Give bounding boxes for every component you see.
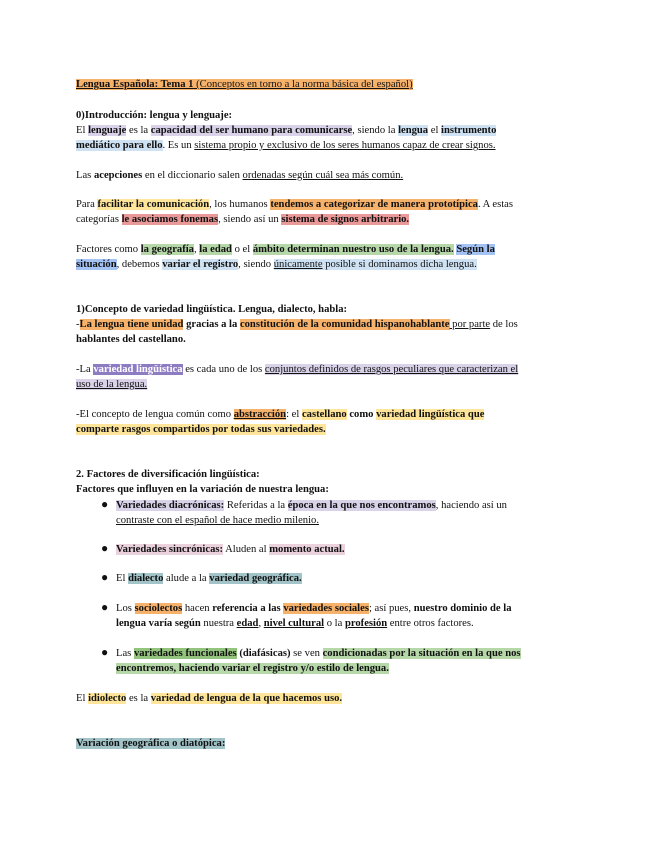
- text-run: situación: [76, 259, 117, 270]
- text-run: ; así pues,: [368, 603, 414, 614]
- text-run: uso de la lengua.: [76, 379, 148, 390]
- bullet-icon: ●: [101, 600, 109, 614]
- list-item: [116, 543, 345, 556]
- paragraph-line: [76, 169, 403, 182]
- list-item-continuation: [116, 662, 389, 675]
- paragraph-line: [76, 124, 496, 137]
- text-run: posible si dominamos dicha lengua.: [322, 259, 477, 270]
- text-run: , los humanos: [209, 199, 271, 210]
- text-run: , debemos: [116, 259, 163, 270]
- text-run: ,: [193, 244, 200, 255]
- text-run: contraste con el español de hace medio milenio.: [116, 515, 319, 526]
- title-bold: Lengua Española: Tema 1: [76, 79, 194, 90]
- text-run: variedades sociales: [283, 603, 369, 614]
- text-run: . Es un: [162, 140, 195, 151]
- text-run: Factores como: [76, 244, 141, 255]
- text-run: abstracción: [233, 409, 287, 420]
- text-run: sociolectos: [134, 603, 183, 614]
- text-run: alude a la: [163, 573, 210, 584]
- text-run: comparte rasgos compartidos por todas sus variedades.: [76, 424, 326, 435]
- text-run: gracias a la: [183, 319, 240, 330]
- text-run: -La: [76, 364, 94, 375]
- list-item: [116, 647, 521, 660]
- text-run: , siendo: [238, 259, 274, 270]
- text-run: época en la que nos encontramos: [287, 500, 436, 511]
- text-run: la edad: [199, 244, 232, 255]
- text-run: variedad geográfica.: [209, 573, 302, 584]
- text-run: Las: [76, 170, 94, 181]
- text-run: variedades funcionales: [133, 648, 237, 659]
- text-run: nivel cultural: [263, 618, 325, 629]
- text-run: Variación geográfica o diatópica:: [76, 738, 226, 749]
- paragraph-line: [76, 258, 477, 271]
- text-run: (diafásicas): [236, 648, 291, 659]
- text-run: castellano: [301, 409, 347, 420]
- text-run: El: [116, 573, 129, 584]
- text-run: es cada uno de los: [182, 364, 265, 375]
- text-run: -El concepto de lengua común como: [76, 409, 234, 420]
- text-run: El: [76, 125, 89, 136]
- paragraph-line: [76, 139, 496, 152]
- text-run: idiolecto: [88, 693, 127, 704]
- text-run: El: [76, 693, 89, 704]
- section-2-heading: 2. Factores de diversificación lingüística:: [76, 469, 260, 480]
- paragraph-line: [76, 378, 147, 391]
- text-run: en el diccionario salen: [142, 170, 243, 181]
- text-run: o el: [231, 244, 253, 255]
- text-run: , siendo así un: [218, 214, 282, 225]
- text-run: capacidad del ser humano para comunicarse: [150, 125, 353, 136]
- list-item: [116, 602, 512, 615]
- text-run: , haciendo así un: [435, 500, 507, 511]
- text-run: variedad de lengua de la que hacemos uso.: [150, 693, 343, 704]
- text-run: , siendo la: [352, 125, 399, 136]
- paragraph-line: [76, 243, 495, 256]
- text-run: sistema de signos arbitrario.: [281, 214, 410, 225]
- text-run: mediático para ello: [76, 140, 163, 151]
- text-run: momento actual.: [269, 544, 345, 555]
- text-run: referencia a las: [212, 603, 284, 614]
- text-run: sistema propio y exclusivo de los seres humanos capaz de crear signos.: [194, 140, 496, 151]
- text-run: Variedades sincrónicas:: [116, 544, 224, 555]
- list-item: [116, 499, 507, 512]
- text-run: por parte: [449, 319, 491, 330]
- text-run: es la: [126, 693, 151, 704]
- text-run: de los: [490, 319, 518, 330]
- bullet-icon: ●: [101, 645, 109, 659]
- text-run: Referidas a la: [224, 500, 288, 511]
- text-run: como: [346, 409, 377, 420]
- paragraph-line: [76, 423, 326, 436]
- bullet-icon: ●: [101, 570, 109, 584]
- section-0-heading: 0)Introducción: lengua y lenguaje:: [76, 110, 233, 121]
- text-run: el: [428, 125, 442, 136]
- paragraph-line: [76, 198, 513, 211]
- paragraph-line: [76, 692, 342, 705]
- text-run: lenguaje: [88, 125, 127, 136]
- text-run: hacen: [182, 603, 213, 614]
- title-rest: (Conceptos en torno a la norma básica del español): [193, 79, 413, 90]
- text-run: entre otros factores.: [387, 618, 474, 629]
- paragraph-line: [76, 408, 484, 421]
- text-run: condicionadas por la situación en la que nos: [322, 648, 521, 659]
- text-run: encontremos, haciendo variar el registro y/o estilo de lengua.: [116, 663, 389, 674]
- text-run: se ven: [290, 648, 323, 659]
- text-run: instrumento: [441, 125, 497, 136]
- text-run: -: [76, 319, 80, 330]
- text-run: únicamente: [273, 259, 323, 270]
- text-run: variar el registro: [162, 259, 239, 270]
- text-run: variedad lingüística: [93, 364, 183, 375]
- list-item: [116, 572, 302, 585]
- text-run: lengua varía según: [116, 618, 201, 629]
- text-run: Aluden al: [223, 544, 270, 555]
- text-run: Los: [116, 603, 135, 614]
- paragraph-line: [76, 318, 518, 331]
- text-run: Variedades diacrónicas:: [116, 500, 225, 511]
- text-run: ,: [258, 618, 264, 629]
- text-run: nuestro uso de la lengua.: [342, 244, 454, 255]
- section-1-heading: 1)Concepto de variedad lingüística. Lengua, dialecto, habla:: [76, 304, 348, 315]
- text-run: nuestro dominio de la: [413, 603, 512, 614]
- text-run: : el: [286, 409, 302, 420]
- text-run: . A estas: [477, 199, 513, 210]
- text-run: constitución de la comunidad hispanohablante: [239, 319, 450, 330]
- text-run: le asociamos fonemas: [121, 214, 219, 225]
- bullet-icon: ●: [101, 497, 109, 511]
- document-title: [76, 78, 413, 91]
- paragraph-line: [76, 363, 518, 376]
- text-run: lengua: [398, 125, 429, 136]
- text-run: determinan: [284, 244, 343, 255]
- paragraph-line: [76, 213, 409, 226]
- text-run: Para: [76, 199, 98, 210]
- section-2-subheading: Factores que influyen en la variación de nuestra lengua:: [76, 484, 329, 495]
- bullet-icon: ●: [101, 541, 109, 555]
- paragraph-line: hablantes del castellano.: [76, 334, 186, 345]
- text-run: es la: [126, 125, 151, 136]
- text-run: edad: [236, 618, 259, 629]
- text-run: Según la: [456, 244, 495, 255]
- text-run: variedad lingüística que: [376, 409, 485, 420]
- list-item-continuation: [116, 617, 474, 630]
- text-run: profesión: [344, 618, 388, 629]
- text-run: ordenadas según cuál sea más común.: [242, 170, 404, 181]
- text-run: dialecto: [128, 573, 164, 584]
- text-run: La lengua tiene unidad: [79, 319, 184, 330]
- text-run: la geografía: [140, 244, 194, 255]
- text-run: tendemos a categorizar de manera prototípica: [270, 199, 478, 210]
- text-run: categorías: [76, 214, 122, 225]
- text-run: facilitar la comunicación: [97, 199, 210, 210]
- list-item-continuation: [116, 514, 319, 527]
- text-run: o la: [324, 618, 345, 629]
- text-run: Las: [116, 648, 134, 659]
- text-run: ámbito: [252, 244, 285, 255]
- section-3-heading: [76, 737, 225, 750]
- text-run: conjuntos definidos de rasgos peculiares que caracterizan el: [264, 364, 519, 375]
- text-run: acepciones: [93, 170, 143, 181]
- text-run: nuestra: [200, 618, 237, 629]
